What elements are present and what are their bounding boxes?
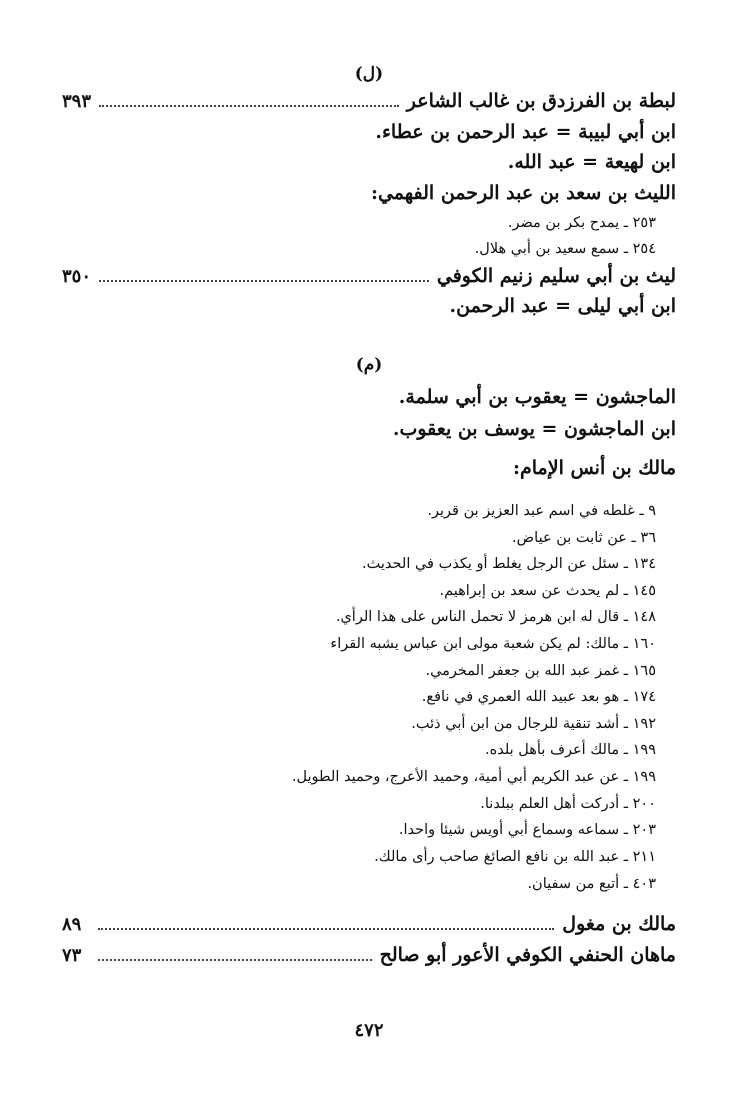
sub-item: ٢٠٣ ـ سماعه وسماع أبي أويس شيئا واحدا. bbox=[398, 822, 656, 838]
index-entry bbox=[62, 418, 676, 440]
entry-name: الليث بن سعد بن عبد الرحمن الفهمي: bbox=[370, 182, 676, 204]
sub-item: ٢٥٤ ـ سمع سعيد بن أبي هلال. bbox=[474, 241, 656, 257]
sub-item: ٣٦ ـ عن ثابت بن عياض. bbox=[512, 530, 656, 546]
leader-dots bbox=[99, 279, 429, 282]
sub-item: ١٦٠ ـ مالك: لم يكن شعبة مولى ابن عباس يشبه القراء bbox=[330, 636, 656, 652]
index-entry bbox=[62, 151, 676, 173]
index-entry bbox=[62, 386, 676, 408]
leader-dots bbox=[99, 104, 399, 107]
index-entry bbox=[62, 182, 676, 204]
entry-name: ماهان الحنفي الكوفي الأعور أبو صالح bbox=[379, 944, 676, 966]
sub-item: ٢١١ ـ عبد الله بن نافع الصائغ صاحب رأى مالك. bbox=[374, 849, 656, 865]
sub-item: ١٤٥ ـ لم يحدث عن سعد بن إبراهيم. bbox=[439, 583, 656, 599]
entry-name: لبطة بن الفرزدق بن غالب الشاعر bbox=[406, 90, 676, 112]
sub-item: ١٤٨ ـ قال له ابن هرمز لا تحمل الناس على هذا الرأي. bbox=[335, 609, 656, 625]
index-page bbox=[62, 0, 676, 1096]
index-entry bbox=[62, 295, 676, 317]
page-ref: ٣٩٣ bbox=[62, 91, 92, 112]
entry-name: الماجشون = يعقوب بن أبي سلمة. bbox=[398, 386, 676, 408]
entry-name: مالك بن أنس الإمام: bbox=[512, 457, 676, 479]
index-entry bbox=[62, 913, 676, 935]
sub-item: ١٧٤ ـ هو بعد عبيد الله العمري في نافع. bbox=[421, 689, 656, 705]
page-ref: ٣٥٠ bbox=[62, 266, 92, 287]
entry-name: مالك بن مغول bbox=[562, 913, 676, 935]
page-number: ٤٧٢ bbox=[354, 1020, 384, 1041]
index-entry bbox=[62, 265, 676, 287]
index-entry bbox=[62, 944, 676, 966]
section-letter-mim: (م) bbox=[355, 355, 383, 375]
entry-name: ابن لهيعة = عبد الله. bbox=[507, 151, 676, 173]
section-letter-lam: (ل) bbox=[354, 64, 384, 84]
page-ref: ٧٣ bbox=[62, 945, 82, 966]
leader-dots bbox=[98, 958, 372, 961]
entry-name: ابن أبي ليلى = عبد الرحمن. bbox=[449, 295, 676, 317]
entry-name: ابن الماجشون = يوسف بن يعقوب. bbox=[392, 418, 676, 440]
page-ref: ٨٩ bbox=[62, 914, 82, 935]
index-entry bbox=[62, 457, 676, 479]
sub-item: ٢٥٣ ـ يمدح بكر بن مضر. bbox=[507, 215, 656, 231]
entry-name: ابن أبي لبيبة = عبد الرحمن بن عطاء. bbox=[375, 121, 676, 143]
sub-item: ١٣٤ ـ سئل عن الرجل يغلط أو يكذب في الحديث. bbox=[362, 556, 656, 572]
sub-item: ١٩٩ ـ مالك أعرف بأهل بلده. bbox=[485, 742, 656, 758]
sub-item: ٩ ـ غلطه في اسم عبد العزيز بن قرير. bbox=[427, 503, 656, 519]
sub-item: ٤٠٣ ـ أتبع من سفيان. bbox=[527, 876, 656, 892]
sub-item: ١٩٢ ـ أشد تنقية للرجال من ابن أبي ذئب. bbox=[411, 716, 656, 732]
entry-name: ليث بن أبي سليم زنيم الكوفي bbox=[436, 265, 676, 287]
leader-dots bbox=[98, 927, 554, 930]
index-entry bbox=[62, 90, 676, 112]
index-entry bbox=[62, 121, 676, 143]
sub-item: ١٦٥ ـ غمز عبد الله بن جعفر المخرمي. bbox=[425, 663, 656, 679]
sub-item: ٢٠٠ ـ أدركت أهل العلم ببلدنا. bbox=[480, 796, 656, 812]
sub-item: ١٩٩ ـ عن عبد الكريم أبي أمية، وحميد الأعرج، وحميد الطويل. bbox=[291, 769, 656, 785]
